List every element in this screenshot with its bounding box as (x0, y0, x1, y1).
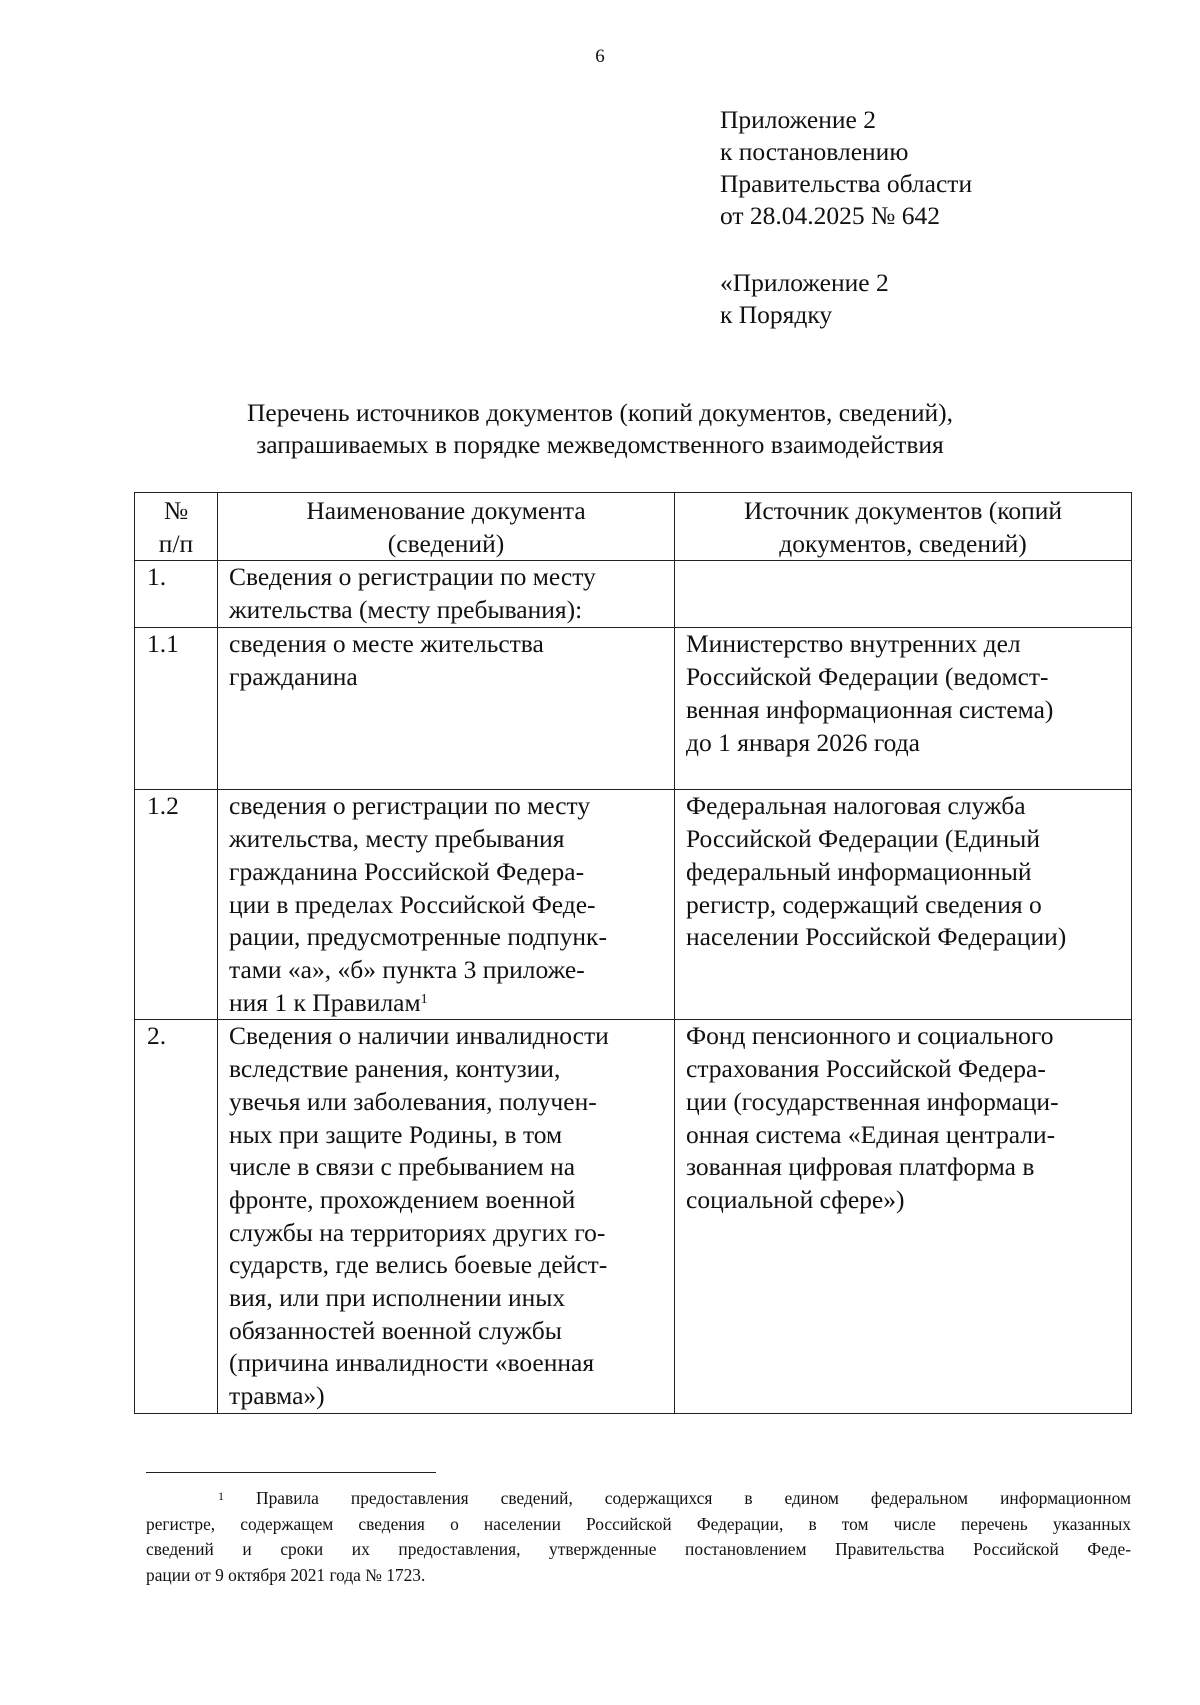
row-source-line: Российской Федерации (Единый (686, 824, 1040, 854)
row-name-line: жительства (месту пребывания): (229, 595, 583, 625)
row-name-line: жительства, месту пребывания (229, 824, 565, 854)
table-row (135, 628, 1132, 790)
row-source-line: зованная цифровая платформа в (686, 1152, 1035, 1182)
row-document-name (218, 1020, 675, 1413)
header-num-line: п/п (158, 528, 194, 558)
row-name-line: травма») (229, 1381, 325, 1411)
row-source (675, 628, 1132, 790)
row-source (675, 561, 1132, 628)
sub-appendix-line: к Порядку (720, 300, 833, 329)
row-name-line (229, 987, 666, 1020)
table-row (135, 790, 1132, 1020)
row-number: 2. (135, 1020, 218, 1413)
sub-appendix-line: «Приложение 2 (720, 268, 889, 297)
footnote-line: регистре, содержащем сведения о населении Российской Федерации, в том числе перечень указанных (146, 1513, 1131, 1534)
row-source-line: Федеральная налоговая служба (686, 791, 1026, 821)
row-name-line: (причина инвалидности «военная (229, 1348, 595, 1378)
table-header-row (135, 493, 1132, 561)
row-document-name (218, 628, 675, 790)
row-name-line: ных при защите Родины, в том (229, 1119, 563, 1149)
footnote-text: Правила предоставления сведений, содержащихся в едином федеральном информационном (256, 1488, 1131, 1508)
row-number: 1. (135, 561, 218, 628)
row-source-line: до 1 января 2026 года (686, 727, 920, 757)
row-name-line: службы на территориях других го- (229, 1217, 606, 1247)
sources-table (134, 492, 1132, 1414)
title-line: Перечень источников документов (копий документов, сведений), (247, 398, 953, 427)
footnote (146, 1486, 1131, 1588)
row-name-line: ции в пределах Российской Феде- (229, 889, 596, 919)
row-name-line: вследствие ранения, контузии, (229, 1054, 561, 1084)
document-title (0, 397, 1200, 461)
row-source-line: регистр, содержащий сведения о (686, 889, 1042, 919)
row-name-line: вия, или при исполнении иных (229, 1283, 566, 1313)
row-source-line: онная система «Единая централи- (686, 1119, 1056, 1149)
row-source-line: ции (государственная информаци- (686, 1086, 1059, 1116)
row-name-line: обязанностей военной службы (229, 1315, 562, 1345)
row-source-line: страхования Российской Федера- (686, 1054, 1046, 1084)
row-name-line: тами «а», «б» пункта 3 приложе- (229, 954, 585, 984)
row-document-name (218, 561, 675, 628)
appendix-line: к постановлению (720, 137, 909, 166)
row-source-line: социальной сфере») (686, 1184, 905, 1214)
header-source-line: документов, сведений) (779, 528, 1027, 558)
row-source-line: федеральный информационный (686, 856, 1032, 886)
row-name-line: Сведения о регистрации по месту (229, 562, 596, 592)
sub-appendix-reference (720, 267, 889, 331)
header-source (675, 493, 1132, 561)
table-row (135, 561, 1132, 628)
header-source-line: Источник документов (копий (743, 496, 1063, 525)
row-name-line: рации, предусмотренные подпунк- (229, 922, 607, 952)
header-name-line: Наименование документа (306, 496, 586, 525)
header-num-line: № (163, 496, 189, 525)
row-name-line: сведения о месте жительства (229, 629, 544, 659)
row-name-line: гражданина Российской Федера- (229, 856, 585, 886)
appendix-line: Приложение 2 (720, 105, 876, 134)
row-name-line: сударств, где велись боевые дейст- (229, 1250, 608, 1280)
row-source-line: венная информационная система) (686, 694, 1054, 724)
row-source-line: населении Российской Федерации) (686, 922, 1067, 952)
row-name-line: фронте, прохождением военной (229, 1184, 576, 1214)
row-number: 1.1 (135, 628, 218, 790)
appendix-reference (720, 104, 972, 232)
page-number: 6 (595, 46, 605, 67)
footnote-divider (146, 1472, 436, 1473)
table-row (135, 1020, 1132, 1413)
row-document-name (218, 790, 675, 1020)
footnote-line (146, 1486, 1131, 1512)
footnote-reference-mark: 1 (420, 991, 428, 1007)
header-name (218, 493, 675, 561)
footnote-mark: 1 (218, 1489, 224, 1503)
title-line: запрашиваемых в порядке межведомственного взаимодействия (256, 430, 944, 459)
row-name-line: гражданина (229, 662, 358, 692)
row-source-line: Фонд пенсионного и социального (686, 1021, 1054, 1051)
header-num (135, 493, 218, 561)
row-name-line: увечья или заболевания, получен- (229, 1086, 597, 1116)
row-source (675, 1020, 1132, 1413)
row-name-line: числе в связи с пребыванием на (229, 1152, 576, 1182)
row-name-line: сведения о регистрации по месту (229, 791, 591, 821)
appendix-line: от 28.04.2025 № 642 (720, 201, 941, 230)
row-source-line: Министерство внутренних дел (686, 629, 1021, 659)
row-name-line: Сведения о наличии инвалидности (229, 1021, 609, 1051)
row-source-line: Российской Федерации (ведомст- (686, 662, 1049, 692)
footnote-line: рации от 9 октября 2021 года № 1723. (146, 1564, 426, 1585)
row-number: 1.2 (135, 790, 218, 1020)
row-source (675, 790, 1132, 1020)
appendix-line: Правительства области (720, 169, 973, 198)
header-name-line: (сведений) (387, 528, 505, 558)
row-name-text: ния 1 к Правилам (229, 987, 421, 1017)
footnote-line: сведений и сроки их предоставления, утвержденные постановлением Правительства Российской Феде- (146, 1539, 1131, 1559)
